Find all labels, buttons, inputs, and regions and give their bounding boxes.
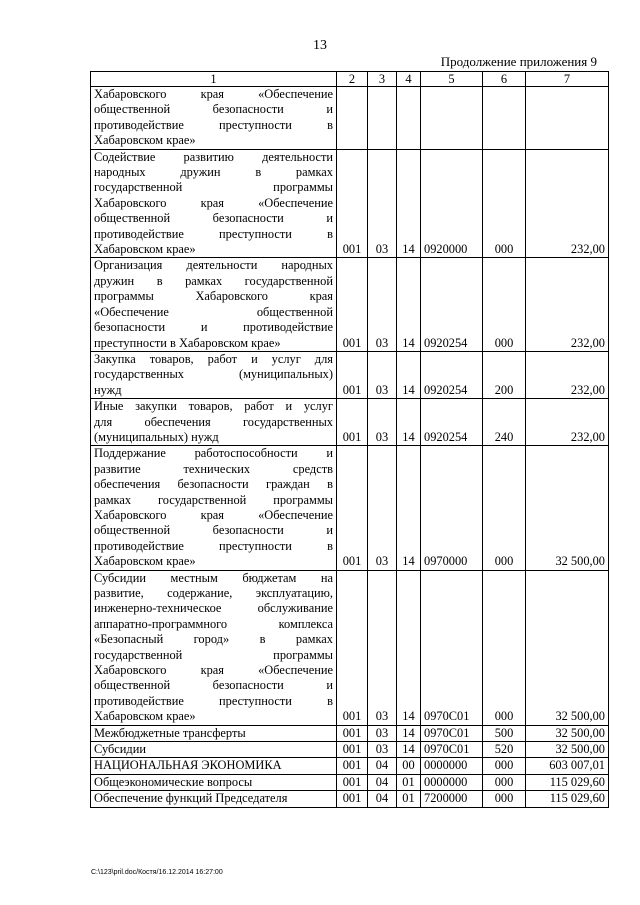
code-section-cell: 03 — [368, 725, 397, 741]
code-subsection-cell: 14 — [397, 149, 421, 258]
row-name-line: государственной программы — [94, 647, 333, 662]
code-expense-type-cell: 000 — [483, 791, 526, 807]
code-subsection-cell — [397, 87, 421, 150]
amount-cell: 32 500,00 — [526, 570, 609, 725]
row-name-line: программы Хабаровского края — [94, 289, 333, 304]
header-cell: 3 — [368, 72, 397, 87]
code-admin-cell: 001 — [337, 791, 368, 807]
page-number: 13 — [313, 38, 327, 53]
code-expense-type-cell: 000 — [483, 774, 526, 790]
row-name-cell — [91, 791, 337, 807]
code-section-cell: 04 — [368, 791, 397, 807]
code-target-cell: 0920254 — [421, 258, 483, 351]
row-name-line: инженерно-техническое обслуживание — [94, 601, 333, 616]
row-name-cell — [91, 758, 337, 774]
table-row — [91, 742, 609, 758]
row-name-line: Общеэкономические вопросы — [94, 774, 253, 789]
row-name-line: Хабаровского края «Обеспечение — [94, 507, 333, 522]
row-name-line: рамках государственной программы — [94, 492, 333, 507]
amount-cell: 232,00 — [526, 149, 609, 258]
row-name-line: развитие, содержание, эксплуатацию, — [94, 586, 333, 600]
code-expense-type-cell — [483, 87, 526, 150]
row-name-line: общественной безопасности и — [94, 523, 333, 538]
row-name-cell — [91, 399, 337, 446]
amount-cell: 232,00 — [526, 351, 609, 398]
table-header-row — [91, 72, 609, 87]
row-name-line: государственных (муниципальных) — [94, 367, 333, 382]
table-row — [91, 351, 609, 398]
row-name-line: преступности в Хабаровском крае» — [94, 335, 281, 350]
code-admin-cell: 001 — [337, 446, 368, 570]
amount-cell: 115 029,60 — [526, 791, 609, 807]
code-subsection-cell: 01 — [397, 774, 421, 790]
code-subsection-cell: 14 — [397, 258, 421, 351]
row-name-line: для обеспечения государственных — [94, 414, 333, 429]
row-name-line: Поддержание работоспособности и — [94, 446, 333, 461]
continuation-label: Продолжение приложения 9 — [440, 54, 597, 69]
row-name-line: народных дружин в рамках — [94, 165, 333, 180]
code-admin-cell: 001 — [337, 742, 368, 758]
row-name-line: Закупка товаров, работ и услуг для — [94, 351, 333, 366]
code-admin-cell: 001 — [337, 149, 368, 258]
row-name-line: Иные закупки товаров, работ и услуг — [94, 399, 333, 414]
header-cell: 2 — [337, 72, 368, 87]
row-name-cell — [91, 570, 337, 725]
amount-cell: 603 007,01 — [526, 758, 609, 774]
amount-cell: 115 029,60 — [526, 774, 609, 790]
row-name-line: общественной безопасности и — [94, 211, 333, 226]
row-name-line: Хабаровского края «Обеспечение — [94, 87, 333, 101]
code-target-cell: 7200000 — [421, 791, 483, 807]
code-expense-type-cell: 200 — [483, 351, 526, 398]
table-row — [91, 87, 609, 150]
table-row — [91, 725, 609, 741]
amount-cell: 32 500,00 — [526, 742, 609, 758]
row-name-line: государственной программы — [94, 180, 333, 195]
code-section-cell: 04 — [368, 774, 397, 790]
table-row — [91, 399, 609, 446]
code-subsection-cell: 14 — [397, 446, 421, 570]
code-expense-type-cell: 240 — [483, 399, 526, 446]
row-name-line: Обеспечение функций Председателя — [94, 791, 288, 806]
row-name-line: развитие технических средств — [94, 461, 333, 476]
code-admin-cell: 001 — [337, 570, 368, 725]
row-name-line: «Безопасный город» в рамках — [94, 632, 333, 647]
code-target-cell: 0970С01 — [421, 570, 483, 725]
row-name-line: дружин в рамках государственной — [94, 273, 333, 288]
row-name-line: противодействие преступности в — [94, 693, 333, 708]
code-subsection-cell: 00 — [397, 758, 421, 774]
row-name-line: общественной безопасности и — [94, 102, 333, 117]
row-name-line: Хабаровского края «Обеспечение — [94, 195, 333, 210]
code-section-cell: 04 — [368, 758, 397, 774]
header-cell: 1 — [91, 72, 337, 87]
amount-cell: 232,00 — [526, 258, 609, 351]
code-expense-type-cell: 000 — [483, 570, 526, 725]
code-expense-type-cell: 000 — [483, 258, 526, 351]
row-name-line: Межбюджетные трансферты — [94, 725, 246, 740]
row-name-line: Хабаровском крае» — [94, 709, 196, 724]
code-target-cell: 0920254 — [421, 399, 483, 446]
row-name-line: «Обеспечение общественной — [94, 304, 333, 319]
code-section-cell — [368, 87, 397, 150]
row-name-line: аппаратно-программного комплекса — [94, 616, 333, 631]
code-admin-cell — [337, 87, 368, 150]
amount-cell: 32 500,00 — [526, 446, 609, 570]
code-target-cell: 0970С01 — [421, 742, 483, 758]
row-name-line: (муниципальных) нужд — [94, 429, 219, 444]
row-name-line: Организация деятельности народных — [94, 258, 333, 273]
row-name-line: общественной безопасности и — [94, 678, 333, 693]
code-subsection-cell: 14 — [397, 399, 421, 446]
code-section-cell: 03 — [368, 351, 397, 398]
code-section-cell: 03 — [368, 742, 397, 758]
code-admin-cell: 001 — [337, 399, 368, 446]
code-target-cell — [421, 87, 483, 150]
header-cell: 4 — [397, 72, 421, 87]
code-section-cell: 03 — [368, 446, 397, 570]
code-subsection-cell: 01 — [397, 791, 421, 807]
table-body — [91, 87, 609, 808]
table-row — [91, 258, 609, 351]
code-section-cell: 03 — [368, 258, 397, 351]
row-name-cell — [91, 87, 337, 150]
table-row — [91, 149, 609, 258]
code-section-cell: 03 — [368, 149, 397, 258]
amount-cell: 232,00 — [526, 399, 609, 446]
code-target-cell: 0920254 — [421, 351, 483, 398]
row-name-line: Субсидии — [94, 742, 146, 757]
code-expense-type-cell: 520 — [483, 742, 526, 758]
table-row — [91, 774, 609, 790]
table-row — [91, 570, 609, 725]
amount-cell — [526, 87, 609, 150]
row-name-line: Хабаровском крае» — [94, 133, 196, 148]
header-cell: 5 — [421, 72, 483, 87]
code-target-cell: 0920000 — [421, 149, 483, 258]
code-target-cell: 0000000 — [421, 758, 483, 774]
row-name-line: противодействие преступности в — [94, 117, 333, 132]
code-subsection-cell: 14 — [397, 351, 421, 398]
code-subsection-cell: 14 — [397, 742, 421, 758]
row-name-line: Содействие развитию деятельности — [94, 149, 333, 164]
code-target-cell: 0000000 — [421, 774, 483, 790]
table-row — [91, 758, 609, 774]
budget-table — [90, 71, 609, 808]
row-name-line: противодействие преступности в — [94, 226, 333, 241]
row-name-line: обеспечения безопасности граждан в — [94, 477, 333, 492]
row-name-line: нужд — [94, 382, 122, 397]
row-name-cell — [91, 725, 337, 741]
row-name-line: НАЦИОНАЛЬНАЯ ЭКОНОМИКА — [94, 758, 282, 773]
row-name-cell — [91, 774, 337, 790]
row-name-cell — [91, 446, 337, 570]
row-name-line: Хабаровском крае» — [94, 242, 196, 257]
table-row — [91, 446, 609, 570]
file-path-footer: C:\123\pril.doc/Костя/16.12.2014 16:27:00 — [91, 869, 223, 876]
row-name-cell — [91, 742, 337, 758]
row-name-cell — [91, 149, 337, 258]
row-name-cell — [91, 351, 337, 398]
code-admin-cell: 001 — [337, 258, 368, 351]
code-target-cell: 0970000 — [421, 446, 483, 570]
code-section-cell: 03 — [368, 570, 397, 725]
row-name-line: Хабаровского края «Обеспечение — [94, 663, 333, 678]
code-admin-cell: 001 — [337, 351, 368, 398]
code-expense-type-cell: 500 — [483, 725, 526, 741]
code-target-cell: 0970С01 — [421, 725, 483, 741]
code-admin-cell: 001 — [337, 758, 368, 774]
header-cell: 6 — [483, 72, 526, 87]
table-row — [91, 791, 609, 807]
row-name-line: Субсидии местным бюджетам на — [94, 570, 333, 585]
code-section-cell: 03 — [368, 399, 397, 446]
amount-cell: 32 500,00 — [526, 725, 609, 741]
row-name-line: противодействие преступности в — [94, 538, 333, 553]
header-cell: 7 — [526, 72, 609, 87]
row-name-line: Хабаровском крае» — [94, 554, 196, 569]
code-subsection-cell: 14 — [397, 725, 421, 741]
code-admin-cell: 001 — [337, 725, 368, 741]
code-subsection-cell: 14 — [397, 570, 421, 725]
code-expense-type-cell: 000 — [483, 758, 526, 774]
code-admin-cell: 001 — [337, 774, 368, 790]
row-name-line: безопасности и противодействие — [94, 320, 333, 335]
code-expense-type-cell: 000 — [483, 446, 526, 570]
code-expense-type-cell: 000 — [483, 149, 526, 258]
row-name-cell — [91, 258, 337, 351]
